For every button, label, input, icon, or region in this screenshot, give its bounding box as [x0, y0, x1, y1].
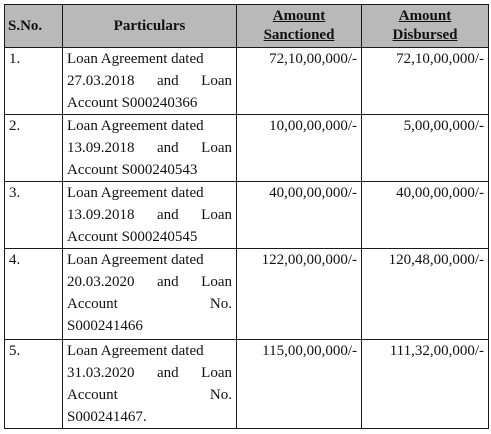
header-amount-sanctioned [237, 5, 362, 48]
particulars-word: S000241466 [67, 318, 143, 334]
particulars-word: Account S000240543 [67, 162, 198, 178]
cell-amount-sanctioned: 115,00,00,000/- [237, 340, 362, 429]
cell-particulars [63, 249, 237, 340]
header-sno-label: S.No. [8, 17, 43, 34]
header-particulars [63, 5, 237, 48]
cell-amount-disbursed: 111,32,00,000/- [362, 340, 489, 429]
particulars-line [67, 340, 232, 362]
header-amount-disbursed [362, 5, 489, 48]
particulars-word: Loan [201, 274, 232, 290]
particulars-word: and [157, 73, 179, 89]
particulars-word: Loan [201, 140, 232, 156]
particulars-line [67, 406, 232, 428]
particulars-line [67, 384, 232, 406]
table-row [5, 182, 489, 249]
cell-amount-sanctioned: 122,00,00,000/- [237, 249, 362, 340]
cell-sno: 5. [5, 340, 63, 429]
cell-amount-disbursed: 72,10,00,000/- [362, 48, 489, 115]
particulars-word: 31.03.2020 [67, 365, 135, 381]
header-sanctioned-line2: Sanctioned [263, 27, 335, 43]
cell-sno: 4. [5, 249, 63, 340]
particulars-word: Loan Agreement dated [67, 185, 204, 201]
header-row [5, 5, 489, 48]
particulars-line [67, 362, 232, 384]
particulars-word: Loan Agreement dated [67, 118, 204, 134]
particulars-word: Loan [201, 207, 232, 223]
particulars-word: 20.03.2020 [67, 274, 135, 290]
loan-accounts-table [4, 4, 489, 429]
header-disbursed-line1: Amount [398, 8, 452, 24]
cell-amount-disbursed: 40,00,00,000/- [362, 182, 489, 249]
particulars-word: 13.09.2018 [67, 207, 135, 223]
particulars-word: Account [67, 387, 118, 403]
particulars-line [67, 271, 232, 293]
cell-sno: 3. [5, 182, 63, 249]
cell-amount-sanctioned: 40,00,00,000/- [237, 182, 362, 249]
particulars-line [67, 70, 232, 92]
particulars-line [67, 293, 232, 315]
cell-particulars [63, 182, 237, 249]
cell-particulars [63, 340, 237, 429]
particulars-word: 27.03.2018 [67, 73, 135, 89]
particulars-word: S000241467. [67, 409, 147, 425]
header-sanctioned-line1: Amount [272, 8, 326, 24]
particulars-line [67, 137, 232, 159]
particulars-word: Account [67, 296, 118, 312]
particulars-line [67, 204, 232, 226]
particulars-word: 13.09.2018 [67, 140, 135, 156]
cell-sno: 1. [5, 48, 63, 115]
table-header [5, 5, 489, 48]
cell-amount-disbursed: 5,00,00,000/- [362, 115, 489, 182]
particulars-line [67, 92, 232, 114]
particulars-line [67, 315, 232, 337]
particulars-line [67, 182, 232, 204]
particulars-line [67, 115, 232, 137]
cell-amount-sanctioned: 10,00,00,000/- [237, 115, 362, 182]
particulars-word: Account S000240545 [67, 229, 198, 245]
particulars-word: No. [209, 296, 232, 312]
particulars-line [67, 159, 232, 181]
table-row [5, 340, 489, 429]
particulars-word: and [157, 140, 179, 156]
particulars-word: and [157, 274, 179, 290]
particulars-line [67, 249, 232, 271]
particulars-line [67, 48, 232, 70]
cell-particulars [63, 115, 237, 182]
table-row [5, 48, 489, 115]
cell-amount-disbursed: 120,48,00,000/- [362, 249, 489, 340]
table-body [5, 48, 489, 429]
particulars-word: Loan [201, 73, 232, 89]
table-row [5, 249, 489, 340]
cell-sno: 2. [5, 115, 63, 182]
particulars-word: Loan [201, 365, 232, 381]
header-particulars-label: Particulars [113, 17, 186, 34]
header-sno [5, 5, 63, 48]
header-disbursed-line2: Disbursed [392, 27, 458, 43]
particulars-word: Loan Agreement dated [67, 51, 204, 67]
particulars-word: and [157, 207, 179, 223]
table-row [5, 115, 489, 182]
cell-particulars [63, 48, 237, 115]
particulars-word: Loan Agreement dated [67, 252, 204, 268]
particulars-word: Loan Agreement dated [67, 343, 204, 359]
particulars-word: No. [209, 387, 232, 403]
particulars-word: and [157, 365, 179, 381]
cell-amount-sanctioned: 72,10,00,000/- [237, 48, 362, 115]
particulars-word: Account S000240366 [67, 95, 198, 111]
particulars-line [67, 226, 232, 248]
